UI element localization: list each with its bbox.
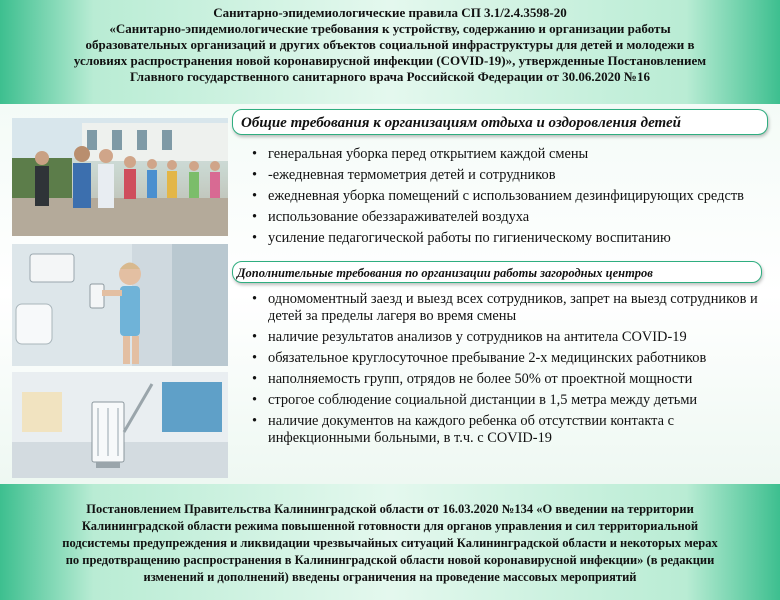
footer-line-3: подсистемы предупреждения и ликвидации чрезвычайных ситуаций Калининградской области и некоторых мерах	[62, 536, 718, 550]
bullet-icon: •	[252, 209, 258, 225]
bullet-icon: •	[252, 230, 258, 246]
bullet-icon: •	[252, 392, 258, 408]
bullet-icon: •	[252, 371, 258, 387]
bullet-icon: •	[252, 167, 258, 183]
header-line-3: образовательных организаций и других объектов социальной инфраструктуры для детей и молодежи в	[85, 37, 695, 52]
list-item: • генеральная уборка перед открытием каждой смены	[252, 146, 589, 162]
list-item: • использование обеззараживателей воздуха	[252, 209, 530, 225]
header-banner	[0, 0, 780, 104]
general-requirements-list	[244, 146, 770, 251]
list-item: • -ежедневная термометрия детей и сотрудников	[252, 167, 556, 183]
header-line-1: Санитарно-эпидемиологические правила СП 3.1/2.4.3598-20	[213, 5, 567, 20]
header-line-2: «Санитарно-эпидемиологические требования к устройству, содержанию и организации работы	[109, 21, 671, 36]
additional-requirements-list	[244, 291, 770, 451]
section-general-title: Общие требования к организациям отдыха и оздоровления детей	[232, 109, 768, 135]
bullet-icon: •	[252, 291, 258, 307]
footer-line-2: Калининградской области режима повышенной готовности для органов управления и сил территориальной	[81, 519, 699, 533]
bullet-icon: •	[252, 413, 258, 429]
header-line-4: условиях распространения новой коронавирусной инфекции (COVID-19)», утвержденные Постановлением	[73, 53, 707, 68]
footer-line-5: изменений и дополнений) введены ограничения на проведение массовых мероприятий	[143, 570, 637, 584]
list-item: • обязательное круглосуточное пребывание 2-х медицинских работников	[252, 350, 707, 366]
list-item: • наличие результатов анализов у сотрудников на антитела COVID-19	[252, 329, 687, 345]
list-item: • усиление педагогической работы по гигиеническому воспитанию	[252, 230, 671, 246]
bullet-icon: •	[252, 350, 258, 366]
section-additional-title: Дополнительные требования по организации работы загородных центров	[232, 261, 762, 283]
camp-thermometry-photo	[12, 118, 228, 236]
list-item: • наличие документов на каждого ребенка об отсутствии контакта с инфекционными больными, в т.ч. с COVID-19	[252, 413, 674, 446]
list-item: • одномоментный заезд и выезд всех сотрудников, запрет на выезд сотрудников и детей за пределы лагеря во время смены	[252, 291, 758, 324]
list-item: • строгое соблюдение социальной дистанции в 1,5 метра между детьми	[252, 392, 698, 408]
girl-hand-sanitizer-photo	[12, 244, 228, 366]
bullet-icon: •	[252, 188, 258, 204]
list-item: • наполняемость групп, отрядов не более 50% от проектной мощности	[252, 371, 693, 387]
air-disinfection-lamp-photo	[12, 372, 228, 478]
footer-line-4: по предотвращению распространения в Калининградской области новой коронавирусной инфекции» (в редакции	[65, 553, 715, 567]
footer-banner	[0, 484, 780, 600]
footer-line-1: Постановлением Правительства Калининградской области от 16.03.2020 №134 «О введении на территории	[86, 502, 694, 516]
bullet-icon: •	[252, 146, 258, 162]
list-item: • ежедневная уборка помещений с использованием дезинфицирующих средств	[252, 188, 744, 204]
bullet-icon: •	[252, 329, 258, 345]
header-line-5: Главного государственного санитарного врача Российской Федерации от 30.06.2020 №16	[130, 69, 650, 84]
